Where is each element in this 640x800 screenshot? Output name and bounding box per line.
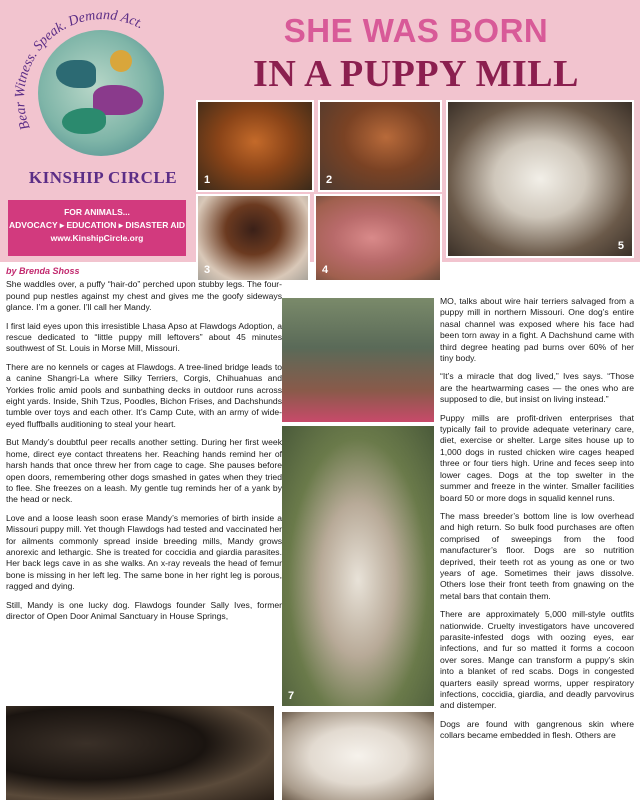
paragraph: Dogs are found with gangrenous skin where collars became embedded in flesh. Others are — [440, 718, 634, 741]
photo-greyhounds — [282, 298, 434, 422]
headline-line-2: IN A PUPPY MILL — [253, 53, 579, 95]
logo-animal-circle — [38, 30, 164, 156]
organization-box — [8, 200, 186, 256]
kinship-circle-logo — [8, 8, 188, 196]
paragraph: Puppy mills are profit-driven enterprises that typically fail to provide adequate veterinary care, diet, exercise or shelter. Large sites house up to 1,000 dogs in rusted chicken wire cages heaped three or four tiers high. Urine and feces seep into lower cages. Dogs at the top swelter in the summer and freeze in the winter. Smaller facilities board 50 or more dogs in squalid kennel runs. — [440, 412, 634, 503]
box-line-2: ADVOCACY ▸ EDUCATION ▸ DISASTER AID — [8, 220, 186, 230]
paragraph: I first laid eyes upon this irresistible Lhasa Apso at Flawdogs Adoption, a rescue dedicated to “little puppy mill leftovers” about 45 minutes southwest of St. Louis in Morse Mill, Missouri. — [6, 320, 282, 354]
paragraph: Love and a loose leash soon erase Mandy’s memories of birth inside a Missouri puppy mill. Yet though Flawdogs had tested and vaccinated her for ailments commonly spread inside breeding mills, Mandy grows anorexic and lethargic. She is treated for coccidia and giardia parasites. Her back legs cave in as she walks. An x-ray reveals the head of femur bone is missing in her left leg. The same bone in her right leg is porous, ragged and dying. — [6, 512, 282, 592]
photo-number: 4 — [322, 264, 329, 276]
photo-shih-tzu-puppy — [446, 100, 634, 258]
photo-fluffy-dog — [282, 426, 434, 706]
photo-red-puppy — [318, 100, 442, 192]
byline: by Brenda Shoss — [6, 266, 80, 276]
box-website-link[interactable]: www.KinshipCircle.org — [50, 233, 144, 243]
paragraph: “It’s a miracle that dog lived,” Ives says. “Those are the heartwarming cases — the ones who are supposed to die, but insist on living instead.” — [440, 371, 634, 405]
photo-number: 3 — [204, 264, 211, 276]
paragraph: There are approximately 5,000 mill-style outfits nationwide. Cruelty investigators have uncovered parasite-infested dogs with oozing eyes, ear infections, and fur so matted it forms a cocoon over sores. Mange can transform a puppy’s skin into a blanket of red scabs. Dogs in congested quarters easily spread worms, upper respiratory infections, coccidia, giardia, and deadly parvovirus and distemper. — [440, 609, 634, 711]
photo-white-poodle — [282, 712, 434, 800]
paragraph: But Mandy’s doubtful peer recalls another setting. During her first week home, direct eye contact threatens her. Reaching hands remind her of harsh hands that once threw her from cage to cage. She pauses before open doors, remembering other dogs smashed in gates when they tried to flee. She freezes on a leash. My gentle tug reminds her of a yank by the head or neck. — [6, 437, 282, 505]
photo-number: 1 — [204, 174, 211, 186]
photo-pomeranian — [196, 100, 314, 192]
logo-tagline: Bear Witness. Speak. Demand Act. — [12, 8, 146, 132]
article-column-1 — [6, 266, 282, 629]
paragraph: Still, Mandy is one lucky dog. Flawdogs founder Sally Ives, former director of Open Door Animal Sanctuary in House Springs, — [6, 599, 282, 621]
photo-number: 7 — [288, 690, 295, 702]
headline-line-1: SHE WAS BORN — [283, 12, 549, 49]
photo-black-puppies — [6, 706, 274, 800]
article-column-3 — [440, 296, 634, 749]
paragraph: She waddles over, a puffy “hair-do” perched upon stubby legs. The four-pound pup nestles against my chest and gives me the goofy sideways glance. I’m a goner. I’ll call her Mandy. — [6, 279, 282, 313]
paragraph: The mass breeder’s bottom line is low overhead and high return. So bulk food purchases are often comprised of sweepings from the food manufacturer’s floor. Dogs are so nutrition deprived, their teeth rot as young as one or two years of age. Sometimes their jaws dissolve. Others lose their front teeth from gnawing on the metal bars that contain them. — [440, 510, 634, 601]
photo-skin-condition — [314, 194, 442, 282]
paragraph: There are no kennels or cages at Flawdogs. A tree-lined bridge leads to a canine Shangri-La where Silky Terriers, Corgis, Chihuahuas and Yorkies frolic amid pools and sunbathing decks in outdoor runs across eight yards. Inside, Shih Tzus, Poodles, Bichon Frises, and Dachshunds tumble over toys and each other. It’s Camp Cute, with an army of wide-eyed fluffballs auditioning to steal your heart. — [6, 361, 282, 429]
paragraph: MO, talks about wire hair terriers salvaged from a puppy mill in northern Missouri. One dog’s entire nasal channel was exposed where his face had been torn away in a fight. A Dachshund came with third degree heating pad burns over 60% of her tiny body. — [440, 296, 634, 364]
photo-number: 5 — [617, 240, 624, 252]
photo-number: 2 — [326, 174, 333, 186]
box-line-1: FOR ANIMALS... — [64, 207, 130, 217]
logo-name: KINSHIP CIRCLE — [28, 168, 178, 187]
